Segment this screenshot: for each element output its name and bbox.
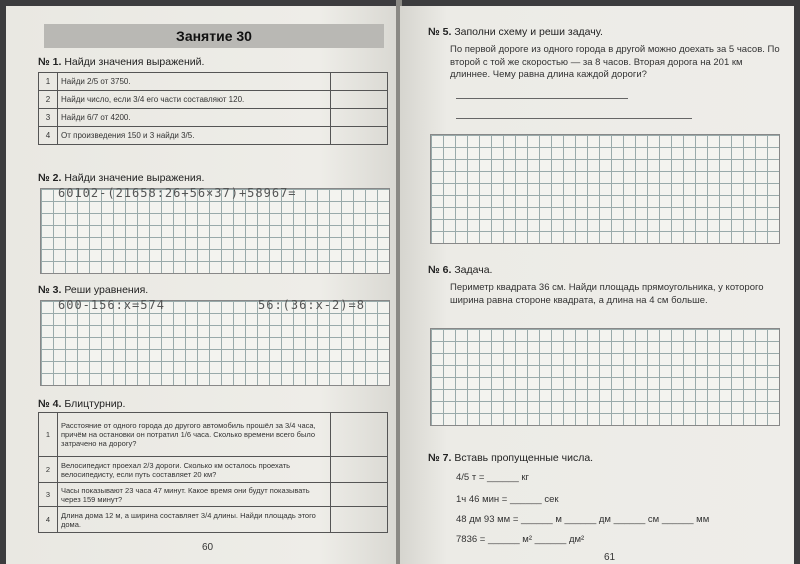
- row-text: Длина дома 12 м, а ширина составляет 3/4 длины. Найди площадь этого дома.: [58, 507, 331, 533]
- row-number: 3: [39, 483, 58, 507]
- answer-cell[interactable]: [331, 127, 388, 145]
- task4-number: № 4.: [38, 398, 62, 410]
- lesson-title: Занятие 30: [44, 24, 384, 48]
- task5-title: Заполни схему и реши задачу.: [454, 26, 603, 38]
- table-row: [39, 73, 388, 91]
- answer-cell[interactable]: [331, 109, 388, 127]
- row-text: От произведения 150 и 3 найди 3/5.: [58, 127, 331, 145]
- answer-cell[interactable]: [331, 483, 388, 507]
- table-row: [39, 413, 388, 457]
- row-text: Часы показывают 23 часа 47 минут. Какое время они будут показывать через 159 минут?: [58, 483, 331, 507]
- row-text: Расстояние от одного города до другого автомобиль прошёл за 3/4 часа, причём на остановки он потратил 1/6 часа. Сколько времени всего было затрачено на дорогу?: [58, 413, 331, 457]
- row-number: 2: [39, 91, 58, 109]
- task5-grid[interactable]: [430, 134, 780, 244]
- conversion-line-1[interactable]: 4/5 т = ______ кг: [456, 472, 529, 483]
- task6-grid[interactable]: [430, 328, 780, 426]
- scheme-line[interactable]: [456, 118, 692, 119]
- row-text: Найди 6/7 от 4200.: [58, 109, 331, 127]
- row-number: 3: [39, 109, 58, 127]
- task3-number: № 3.: [38, 284, 62, 296]
- task2-title: Найди значение выражения.: [64, 172, 205, 184]
- page-number: 61: [604, 552, 616, 563]
- task2-grid[interactable]: [40, 188, 390, 274]
- conversion-line-3[interactable]: 48 дм 93 мм = ______ м ______ дм ______ см ______ мм: [456, 514, 710, 525]
- answer-cell[interactable]: [331, 507, 388, 533]
- task2-expression: 60102-(21658:26+56×37)+58967=: [58, 186, 297, 200]
- task6-text: Периметр квадрата 36 см. Найди площадь прямоугольника, у которого ширина равна стороне квадрата, а длина на 4 см больше.: [450, 282, 764, 306]
- table-row: [39, 127, 388, 145]
- task6-heading: [428, 264, 492, 276]
- task3-heading: [38, 284, 148, 296]
- row-number: 4: [39, 127, 58, 145]
- answer-cell[interactable]: [331, 457, 388, 483]
- conversion-line-2[interactable]: 1ч 46 мин = ______ сек: [456, 494, 559, 505]
- answer-cell[interactable]: [331, 91, 388, 109]
- task2-number: № 2.: [38, 172, 62, 184]
- task7-number: № 7.: [428, 452, 452, 464]
- task3-grid[interactable]: [40, 300, 390, 386]
- equation-1: 600-156:x=574: [58, 298, 165, 312]
- task5-text: По первой дороге из одного города в другой можно доехать за 5 часов. По второй с той же скоростью — за 8 часов. Вторая дорога на 201 км длиннее. Чему равна длина каждой дороги?: [450, 44, 780, 80]
- page-number: 60: [202, 542, 214, 553]
- table-row: [39, 507, 388, 533]
- table-row: [39, 483, 388, 507]
- task5-number: № 5.: [428, 26, 452, 38]
- task1-number: № 1.: [38, 56, 62, 68]
- row-text: Найди 2/5 от 3750.: [58, 73, 331, 91]
- right-page: [400, 6, 794, 564]
- answer-cell[interactable]: [331, 413, 388, 457]
- task7-title: Вставь пропущенные числа.: [454, 452, 594, 464]
- table-row: [39, 457, 388, 483]
- task4-table: [38, 412, 388, 533]
- table-row: [39, 109, 388, 127]
- task1-table: [38, 72, 388, 145]
- task7-heading: [428, 452, 593, 464]
- row-text: Найди число, если 3/4 его части составляют 120.: [58, 91, 331, 109]
- task3-title: Реши уравнения.: [64, 284, 149, 296]
- row-number: 1: [39, 413, 58, 457]
- row-number: 4: [39, 507, 58, 533]
- task2-heading: [38, 172, 204, 184]
- left-page: [6, 6, 398, 564]
- task5-heading: [428, 26, 603, 38]
- conversion-line-4[interactable]: 7836 = ______ м² ______ дм²: [456, 534, 585, 545]
- task1-title: Найди значения выражений.: [64, 56, 205, 68]
- task4-heading: [38, 398, 125, 410]
- task1-heading: [38, 56, 204, 68]
- scheme-line[interactable]: [456, 98, 628, 99]
- answer-cell[interactable]: [331, 73, 388, 91]
- row-number: 2: [39, 457, 58, 483]
- task6-title: Задача.: [454, 264, 493, 276]
- row-text: Велосипедист проехал 2/3 дороги. Сколько км осталось проехать велосипедисту, если путь составляет 20 км?: [58, 457, 331, 483]
- table-row: [39, 91, 388, 109]
- task6-number: № 6.: [428, 264, 452, 276]
- task4-title: Блицтурнир.: [64, 398, 126, 410]
- equation-2: 56:(36:x-2)=8: [258, 298, 365, 312]
- row-number: 1: [39, 73, 58, 91]
